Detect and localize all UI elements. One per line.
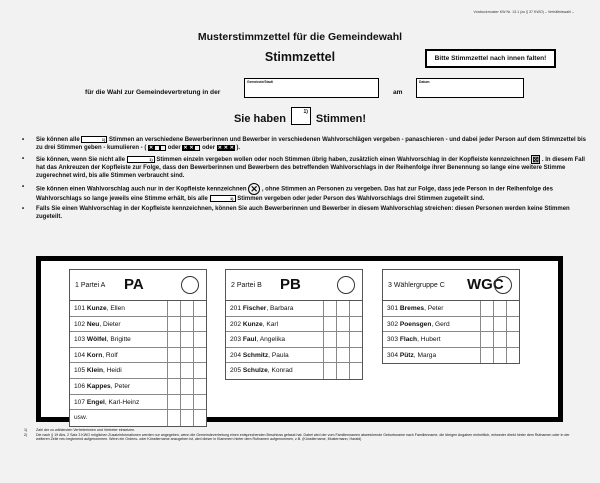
candidate-name: 104 Korn, Rolf [74,351,118,359]
candidate-first-name: Angelika [259,336,286,344]
party-vote-circle[interactable] [181,276,199,294]
vote-cell[interactable] [180,410,193,426]
candidate-name: 201 Fischer, Barbara [230,305,294,312]
candidate-first-name: Gerd [435,320,450,328]
vote-cell[interactable] [480,301,493,316]
vote-cell[interactable] [349,363,362,379]
crossed-circle-icon: ✕ [248,183,260,195]
candidate-name: 101 Kunze, Ellen [74,305,125,312]
vote-cell[interactable] [180,332,193,347]
candidate-list [383,301,519,363]
candidate-row [226,317,362,333]
candidate-number: 304 [387,351,399,359]
party-column-pa [69,269,207,427]
vote-cell[interactable] [493,348,506,364]
instruction-text: Sie können, wenn Sie nicht alle [36,156,126,163]
instruction-text: Sie können alle [36,137,80,144]
vote-cell[interactable] [167,332,180,347]
vote-cell[interactable] [167,363,180,378]
party-label: 1 Partei A [75,282,106,289]
crossed-box-icon: ✕ [223,144,228,151]
candidate-name: 107 Engel, Karl-Heinz [74,398,140,406]
vote-cell[interactable] [323,301,336,316]
empty-box-icon [160,145,166,151]
candidate-first-name: Konrad [271,367,293,375]
candidate-name: 203 Faul, Angelika [230,336,286,344]
instruction-text: ). [236,145,241,152]
vote-cell[interactable] [193,379,206,394]
vote-cell[interactable] [493,332,506,347]
footnote [24,433,580,442]
candidate-last-name: Pütz [399,351,414,359]
vote-cell[interactable] [180,301,193,316]
candidate-row [226,348,362,364]
vote-cell[interactable] [180,379,193,394]
footnote-number: 1) [24,428,28,432]
vote-cell[interactable] [336,317,349,332]
vote-cell[interactable] [193,348,206,363]
election-intro: für die Wahl zur Gemeindevertretung in der [85,89,221,96]
vote-cell[interactable] [323,317,336,332]
candidate-row [383,348,519,364]
ballot-area [36,256,563,422]
candidate-last-name: Neu [86,320,100,328]
vote-cell[interactable] [336,348,349,363]
candidate-last-name: Korn [86,351,103,359]
vote-cell[interactable] [349,301,362,316]
form-title: Musterstimmzettel für die Gemeindewahl [197,31,403,43]
vote-cell[interactable] [506,301,519,316]
candidate-row [70,332,206,348]
candidate-number: 102 [74,320,86,328]
candidate-last-name: Kappes [86,382,111,390]
party-header [226,270,362,301]
crossed-box-icon: ⊠ [532,154,540,164]
candidate-first-name: Heidi [106,367,122,375]
candidate-list [226,301,362,379]
candidate-name: 303 Flach, Hubert [387,336,441,344]
instruction-text: , ohne Stimmen an Personen zu vergeben. Das hat zur Folge, dass jede Person in der Reihenfolge des Wahlvorschlags so lange jeweils eine Stimme erhält, bis alle [36,186,553,202]
candidate-name: 103 Wölfel, Brigitte [74,336,131,344]
vote-cell[interactable] [323,363,336,379]
vote-cell[interactable] [193,317,206,332]
candidate-row [226,332,362,348]
candidate-first-name: Karl [266,320,279,328]
candidate-name [70,410,167,426]
empty-box-icon [194,145,200,151]
crossed-box-icon: ✕ [189,144,194,151]
fold-notice: Bitte Stimmzettel nach innen falten! [425,49,556,68]
date-connector: am [393,89,403,96]
bullet-icon: • [22,206,25,213]
vote-cell[interactable] [323,332,336,347]
candidate-row [383,332,519,348]
instruction-item [22,155,587,181]
candidate-number: 205 [230,367,242,375]
vote-cell[interactable] [193,395,206,410]
form-reference: Vordruckmuster KW Nr. 13.1 (zu § 37 KWO) – Verhältniswahl – [473,10,574,14]
vote-cell[interactable] [193,410,206,426]
candidate-name: 202 Kunze, Karl [230,320,279,328]
crossed-box-icon: ✕ [229,144,234,151]
crossed-box-icon: ✕ [217,144,222,151]
vote-cell[interactable] [193,363,206,378]
footnote-number: 2) [24,432,28,437]
vote-cell[interactable] [493,317,506,332]
vote-cell[interactable] [193,332,206,347]
municipality-field-label: Gemeinde/Stadt [247,80,273,84]
candidate-row [383,301,519,317]
candidate-last-name: Klein [86,367,103,375]
candidate-number: 106 [74,382,86,390]
vote-cell[interactable] [480,348,493,364]
footnotes [24,428,580,442]
candidate-last-name: Flach [399,336,418,344]
party-header [70,270,206,301]
vote-cell[interactable] [480,332,493,347]
vote-cell[interactable] [167,410,180,426]
candidate-row [70,348,206,364]
candidate-name: 205 Schulze, Konrad [230,367,293,375]
vote-count-footnote: 1) [303,109,308,115]
instruction-text: Stimmen an verschiedene Bewerberinnen und Bewerber in verschiedenen Wahlvorschlägen vergeben - panaschieren - und dabei jeder Person auf dem Stimmzettel bis zu drei Stimmen geben - kumulieren - ( [36,137,586,152]
candidate-row [70,317,206,333]
candidate-row [70,395,206,411]
candidate-row [70,410,206,426]
vote-cell[interactable] [180,363,193,378]
vote-cell[interactable] [349,348,362,363]
candidate-name: 204 Schmitz, Paula [230,351,289,359]
instruction-item [22,183,587,203]
instruction-text: Falls Sie einen Wahlvorschlag in der Kopfleiste kennzeichnen, können Sie auch Bewerberinnen und Bewerber in diesem Wahlvorschlag streichen: diesen Personen werden keine Stimmen zugeteilt. [36,206,570,221]
vote-cell[interactable] [336,332,349,347]
party-column-wgc [382,269,520,364]
candidate-first-name: Peter [114,382,131,390]
candidate-last-name: Engel [86,398,105,406]
candidate-number: 301 [387,305,399,312]
vote-cell[interactable] [349,317,362,332]
candidate-row [383,317,519,333]
vote-count-inline-box [81,136,107,143]
party-abbreviation: PA [124,276,144,293]
candidate-number: 203 [230,336,242,344]
candidate-number: 204 [230,351,242,359]
candidate-first-name: Rolf [105,351,118,359]
crossed-box-icon: ✕ [183,144,188,151]
candidate-last-name: Fischer [242,305,267,312]
candidate-last-name: Bremes [399,305,425,312]
instruction-text: oder [167,145,181,152]
candidate-last-name: Schulze [242,367,268,375]
footnote-ref: 1) [149,156,153,162]
candidate-number: 107 [74,398,86,406]
candidate-row [70,301,206,317]
candidate-first-name: Karl-Heinz [108,398,140,406]
candidate-number: 202 [230,320,242,328]
date-field[interactable] [416,78,524,98]
bullet-icon: • [22,137,25,143]
candidate-first-name: Dieter [103,320,121,328]
instruction-text: Sie können einen Wahlvorschlag auch nur in der Kopfleiste kennzeichnen [36,186,247,193]
party-abbreviation: WGC [467,276,504,293]
candidate-number: 103 [74,336,86,344]
footnote-ref: 1) [101,137,106,142]
candidate-list [70,301,206,426]
candidate-last-name: Kunze [242,320,263,328]
candidate-number: 104 [74,351,86,359]
vote-cell[interactable] [193,301,206,316]
candidate-name: 105 Klein, Heidi [74,367,122,375]
vote-count-inline-box [127,156,155,163]
instruction-text: Stimmen einzeln vergeben wollen oder noch Stimmen übrig haben, zusätzlich einen Wahlvorschlag in der Kopfleiste kennzeichnen [156,156,530,163]
vote-cell[interactable] [167,379,180,394]
candidate-first-name: Hubert [420,336,441,344]
candidate-first-name: Barbara [270,305,294,312]
candidate-last-name: Kunze [86,305,107,312]
candidate-number: 201 [230,305,242,312]
instructions [22,136,587,224]
vote-cell[interactable] [167,395,180,410]
vote-count-suffix: Stimmen! [315,113,367,125]
candidate-last-name: Poensgen [399,320,432,328]
vote-cell[interactable] [349,332,362,347]
bullet-icon: • [22,183,25,190]
vote-cell[interactable] [167,317,180,332]
candidate-last-name: Schmitz [242,351,269,359]
vote-cell[interactable] [480,317,493,332]
candidate-first-name: Paula [271,351,289,359]
instruction-text: . In diesem Fall hat das Ankreuzen der Kopfleiste zur Folge, dass den Bewerberinnen und Bewerbern des betreffenden Wahlvorschlags in der Reihenfolge ihrer Benennung so lange eine weitere Stimme zugerechnet wird, bis alle Stimmen verbraucht sind. [36,156,585,180]
candidate-first-name: Ellen [110,305,125,312]
instruction-text: Stimmen vergeben oder jeder Person des Wahlvorschlags drei Stimmen zugeteilt sind. [237,195,485,202]
municipality-field[interactable] [244,78,379,98]
footnote-text: Zahl der zu wählenden Vertreterinnen und Vertreter einsetzen. [36,428,136,432]
party-header [383,270,519,301]
candidate-row [70,379,206,395]
candidate-name: 301 Bremes, Peter [387,305,444,312]
candidate-number: 105 [74,367,86,375]
party-column-pb [225,269,363,380]
vote-cell[interactable] [506,332,519,347]
vote-cell[interactable] [180,348,193,363]
party-label: 2 Partei B [231,282,262,289]
vote-cell[interactable] [167,348,180,363]
footnote-ref: 1) [229,195,234,201]
vote-cell[interactable] [506,317,519,332]
candidate-number: usw. [74,414,88,422]
instruction-text: oder [202,145,216,152]
instruction-item [22,205,587,222]
candidate-row [226,363,362,379]
instruction-item [22,136,587,153]
candidate-first-name: Marga [417,351,437,359]
candidate-first-name: Brigitte [110,336,131,344]
candidate-name: 102 Neu, Dieter [74,320,121,328]
candidate-row [70,363,206,379]
vote-count-line [0,107,600,125]
candidate-name: 302 Poensgen, Gerd [387,320,450,328]
candidate-row [226,301,362,317]
party-abbreviation: PB [280,276,301,293]
vote-count-prefix: Sie haben [233,113,286,125]
vote-cell[interactable] [336,363,349,379]
crossed-box-icon: ✕ [149,144,154,151]
party-label: 3 Wählergruppe C [388,282,445,289]
footnote-text: Die nach § 19 Abs. 2 Satz 3 KWO möglichen Zusatzinformationen werden nur angegeben, wenn die Gemeindevertretung einen entsprechenden Beschluss gefasst hat. Dabei wird der vom Familiennamen abweichende Geburtsname nach Familienname, die übrigen Angaben einheitlich, entweder direkt hinter dem Rufnamen oder in der weiteren Zeile neu beginnend aufgenommen. Wenn ein Ordens- oder Künstlername anzugeben ist, wird dieser in Klammern hinter dem Rufnamen aufgenommen, z.B. (Künstlername, Mustermann, Harald) [36,432,570,442]
ballot-heading: Stimmzettel [264,50,336,64]
vote-count-box[interactable] [291,107,311,125]
vote-cell[interactable] [167,301,180,316]
vote-cell[interactable] [323,348,336,363]
bullet-icon: • [22,155,25,162]
vote-cell[interactable] [506,348,519,364]
vote-cell[interactable] [336,301,349,316]
vote-cell[interactable] [180,317,193,332]
candidate-number: 303 [387,336,399,344]
candidate-last-name: Wölfel [86,336,107,344]
date-field-label: Datum [419,80,430,84]
candidate-name: 304 Pütz, Marga [387,351,437,359]
candidate-name: 106 Kappes, Peter [74,382,131,390]
candidate-number: 101 [74,305,86,312]
candidate-number: 302 [387,320,399,328]
candidate-first-name: Peter [427,305,444,312]
vote-cell[interactable] [180,395,193,410]
party-vote-circle[interactable] [494,276,512,294]
candidate-last-name: Faul [242,336,257,344]
vote-cell[interactable] [493,301,506,316]
party-vote-circle[interactable] [337,276,355,294]
vote-count-inline-box [210,195,236,202]
